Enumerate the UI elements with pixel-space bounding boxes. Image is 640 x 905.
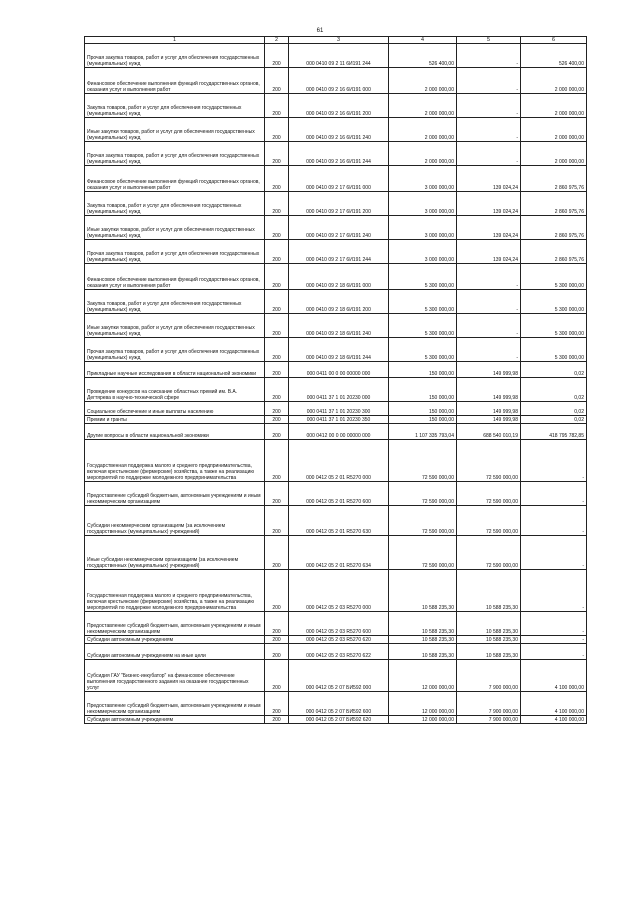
row-name-cell: Прикладные научные исследования в области национальной экономики	[85, 362, 265, 378]
row-approved-cell: 150 000,00	[389, 416, 457, 424]
row-approved-cell: 2 000 000,00	[389, 142, 457, 166]
row-remaining-cell: -	[521, 482, 587, 506]
row-remaining-cell: 0,02	[521, 362, 587, 378]
table-row	[85, 44, 587, 68]
row-code2-cell: 200	[265, 290, 289, 314]
row-name-cell: Субсидии некоммерческим организациям (за исключением государственных (муниципальных) учреждений)	[85, 506, 265, 536]
row-remaining-cell: 418 795 782,85	[521, 424, 587, 440]
row-executed-cell: -	[457, 290, 521, 314]
table-row	[85, 142, 587, 166]
row-executed-cell: -	[457, 264, 521, 290]
row-remaining-cell: 4 100 000,00	[521, 692, 587, 716]
row-executed-cell: 72 590 000,00	[457, 440, 521, 482]
row-name-cell: Предоставление субсидий бюджетным, автономным учреждениям и иным некоммерческим организациям	[85, 692, 265, 716]
row-approved-cell: 5 300 000,00	[389, 264, 457, 290]
row-executed-cell: 10 588 235,30	[457, 612, 521, 636]
row-code2-cell: 200	[265, 612, 289, 636]
header-cell: 5	[457, 37, 521, 44]
row-name-cell: Государственная поддержка малого и среднего предпринимательства, включая крестьянские (фермерские) хозяйства, а также на реализацию мероприятий по поддержке молодежного предпринимательства	[85, 440, 265, 482]
row-approved-cell: 2 000 000,00	[389, 68, 457, 94]
table-row	[85, 716, 587, 724]
row-classification-code-cell: 000 0412 05 2 03 R5270 600	[289, 612, 389, 636]
row-name-cell: Закупка товаров, работ и услуг для обеспечения государственных (муниципальных) нужд	[85, 192, 265, 216]
table-row	[85, 290, 587, 314]
row-code2-cell: 200	[265, 338, 289, 362]
row-executed-cell: 139 024,24	[457, 166, 521, 192]
table-row	[85, 660, 587, 692]
row-classification-code-cell: 000 0410 09 2 18 6И191 240	[289, 314, 389, 338]
row-code2-cell: 200	[265, 440, 289, 482]
row-classification-code-cell: 000 0410 09 2 16 6И191 200	[289, 94, 389, 118]
row-remaining-cell: -	[521, 536, 587, 570]
table-row	[85, 362, 587, 378]
row-executed-cell: 149 999,98	[457, 416, 521, 424]
row-remaining-cell: 2 860 975,76	[521, 166, 587, 192]
row-remaining-cell: -	[521, 440, 587, 482]
row-classification-code-cell: 000 0410 09 2 16 6И191 000	[289, 68, 389, 94]
row-classification-code-cell: 000 0410 09 2 18 6И191 000	[289, 264, 389, 290]
row-code2-cell: 200	[265, 570, 289, 612]
row-classification-code-cell: 000 0412 05 2 03 R5270 622	[289, 644, 389, 660]
row-code2-cell: 200	[265, 44, 289, 68]
table-row	[85, 314, 587, 338]
row-executed-cell: 7 900 000,00	[457, 716, 521, 724]
budget-table	[84, 36, 587, 724]
row-approved-cell: 2 000 000,00	[389, 94, 457, 118]
row-code2-cell: 200	[265, 536, 289, 570]
table-row	[85, 440, 587, 482]
row-approved-cell: 12 000 000,00	[389, 692, 457, 716]
row-classification-code-cell: 000 0411 37 1 01 20230 000	[289, 378, 389, 402]
row-classification-code-cell: 000 0410 09 2 17 6И191 200	[289, 192, 389, 216]
table-row	[85, 240, 587, 264]
row-approved-cell: 5 300 000,00	[389, 338, 457, 362]
row-remaining-cell: 2 000 000,00	[521, 94, 587, 118]
row-remaining-cell: 5 300 000,00	[521, 314, 587, 338]
row-approved-cell: 3 000 000,00	[389, 192, 457, 216]
row-classification-code-cell: 000 0412 00 0 00 00000 000	[289, 424, 389, 440]
row-classification-code-cell: 000 0410 09 2 18 6И191 200	[289, 290, 389, 314]
table-row	[85, 338, 587, 362]
row-classification-code-cell: 000 0410 09 2 16 6И191 244	[289, 142, 389, 166]
row-code2-cell: 200	[265, 166, 289, 192]
row-name-cell: Закупка товаров, работ и услуг для обеспечения государственных (муниципальных) нужд	[85, 290, 265, 314]
row-executed-cell: -	[457, 68, 521, 94]
header-row	[85, 37, 587, 44]
header-cell: 4	[389, 37, 457, 44]
row-name-cell: Субсидии автономным учреждениям	[85, 716, 265, 724]
row-executed-cell: -	[457, 118, 521, 142]
row-executed-cell: 10 588 235,30	[457, 570, 521, 612]
row-approved-cell: 72 590 000,00	[389, 506, 457, 536]
row-name-cell: Финансовое обеспечение выполнения функций государственных органов, оказания услуг и выполнения работ	[85, 264, 265, 290]
row-approved-cell: 2 000 000,00	[389, 118, 457, 142]
table-row	[85, 612, 587, 636]
row-name-cell: Иные закупки товаров, работ и услуг для обеспечения государственных (муниципальных) нужд	[85, 216, 265, 240]
row-approved-cell: 10 588 235,30	[389, 644, 457, 660]
row-code2-cell: 200	[265, 240, 289, 264]
row-name-cell: Субсидии автономным учреждениям	[85, 636, 265, 644]
row-approved-cell: 12 000 000,00	[389, 716, 457, 724]
row-code2-cell: 200	[265, 506, 289, 536]
row-approved-cell: 72 590 000,00	[389, 440, 457, 482]
row-classification-code-cell: 000 0412 05 2 03 R5270 620	[289, 636, 389, 644]
row-executed-cell: 72 590 000,00	[457, 506, 521, 536]
row-name-cell: Иные закупки товаров, работ и услуг для обеспечения государственных (муниципальных) нужд	[85, 314, 265, 338]
table-row	[85, 118, 587, 142]
row-remaining-cell: 2 000 000,00	[521, 68, 587, 94]
header-cell: 3	[289, 37, 389, 44]
row-approved-cell: 72 590 000,00	[389, 482, 457, 506]
row-executed-cell: -	[457, 44, 521, 68]
row-name-cell: Прочая закупка товаров, работ и услуг для обеспечения государственных (муниципальных) нужд	[85, 338, 265, 362]
row-remaining-cell: 2 000 000,00	[521, 118, 587, 142]
row-code2-cell: 200	[265, 118, 289, 142]
row-name-cell: Субсидия ГАУ "Бизнес-инкубатор" на финансовое обеспечение выполнения государственного задания на оказание государственных услуг	[85, 660, 265, 692]
row-name-cell: Финансовое обеспечение выполнения функций государственных органов, оказания услуг и выполнения работ	[85, 68, 265, 94]
row-classification-code-cell: 000 0411 37 1 01 20230 300	[289, 402, 389, 416]
row-remaining-cell: -	[521, 570, 587, 612]
table-row	[85, 402, 587, 416]
row-remaining-cell: 0,02	[521, 378, 587, 402]
table-row	[85, 636, 587, 644]
row-remaining-cell: 526 400,00	[521, 44, 587, 68]
row-name-cell: Государственная поддержка малого и среднего предпринимательства, включая крестьянские (фермерские) хозяйства, а также на реализацию мероприятий по поддержке молодежного предпринимательства	[85, 570, 265, 612]
row-approved-cell: 10 588 235,30	[389, 570, 457, 612]
table-row	[85, 166, 587, 192]
row-executed-cell: 72 590 000,00	[457, 536, 521, 570]
header-cell: 2	[265, 37, 289, 44]
row-name-cell: Прочая закупка товаров, работ и услуг для обеспечения государственных (муниципальных) нужд	[85, 142, 265, 166]
row-name-cell: Субсидии автономным учреждениям на иные цели	[85, 644, 265, 660]
row-remaining-cell: 5 300 000,00	[521, 338, 587, 362]
header-cell: 1	[85, 37, 265, 44]
table-row	[85, 68, 587, 94]
row-classification-code-cell: 000 0410 09 2 17 6И191 240	[289, 216, 389, 240]
row-name-cell: Прочая закупка товаров, работ и услуг для обеспечения государственных (муниципальных) нужд	[85, 44, 265, 68]
row-name-cell: Проведение конкурсов на соискание областных премий им. В.А. Дегтярева в научно-технической сфере	[85, 378, 265, 402]
row-name-cell: Премии и гранты	[85, 416, 265, 424]
row-executed-cell: -	[457, 338, 521, 362]
row-name-cell: Закупка товаров, работ и услуг для обеспечения государственных (муниципальных) нужд	[85, 94, 265, 118]
row-code2-cell: 200	[265, 192, 289, 216]
row-executed-cell: 139 024,24	[457, 192, 521, 216]
row-approved-cell: 12 000 000,00	[389, 660, 457, 692]
row-name-cell: Социальное обеспечение и иные выплаты населению	[85, 402, 265, 416]
row-code2-cell: 200	[265, 402, 289, 416]
row-remaining-cell: 5 300 000,00	[521, 290, 587, 314]
row-code2-cell: 200	[265, 424, 289, 440]
table-row	[85, 216, 587, 240]
row-classification-code-cell: 000 0412 05 2 01 R5270 634	[289, 536, 389, 570]
row-approved-cell: 10 588 235,30	[389, 612, 457, 636]
row-remaining-cell: 0,02	[521, 416, 587, 424]
row-name-cell: Предоставление субсидий бюджетным, автономным учреждениям и иным некоммерческим организациям	[85, 482, 265, 506]
row-name-cell: Другие вопросы в области национальной экономики	[85, 424, 265, 440]
table-row	[85, 424, 587, 440]
row-executed-cell: -	[457, 94, 521, 118]
row-code2-cell: 200	[265, 692, 289, 716]
row-remaining-cell: 2 860 975,76	[521, 216, 587, 240]
row-code2-cell: 200	[265, 314, 289, 338]
row-classification-code-cell: 000 0410 09 2 17 6И191 244	[289, 240, 389, 264]
row-remaining-cell: 2 860 975,76	[521, 192, 587, 216]
row-executed-cell: 10 588 235,30	[457, 644, 521, 660]
row-code2-cell: 200	[265, 264, 289, 290]
row-remaining-cell: 4 100 000,00	[521, 716, 587, 724]
row-name-cell: Финансовое обеспечение выполнения функций государственных органов, оказания услуг и выполнения работ	[85, 166, 265, 192]
row-classification-code-cell: 000 0412 05 2 07 БИ592 600	[289, 692, 389, 716]
row-code2-cell: 200	[265, 644, 289, 660]
row-executed-cell: 688 540 010,19	[457, 424, 521, 440]
table-row	[85, 570, 587, 612]
row-classification-code-cell: 000 0410 09 2 11 6И191 244	[289, 44, 389, 68]
row-name-cell: Предоставление субсидий бюджетным, автономным учреждениям и иным некоммерческим организациям	[85, 612, 265, 636]
row-approved-cell: 526 400,00	[389, 44, 457, 68]
row-code2-cell: 200	[265, 68, 289, 94]
row-name-cell: Иные закупки товаров, работ и услуг для обеспечения государственных (муниципальных) нужд	[85, 118, 265, 142]
row-code2-cell: 200	[265, 94, 289, 118]
row-remaining-cell: -	[521, 636, 587, 644]
row-classification-code-cell: 000 0412 05 2 01 R5270 630	[289, 506, 389, 536]
row-classification-code-cell: 000 0412 05 2 03 R5270 000	[289, 570, 389, 612]
row-executed-cell: -	[457, 314, 521, 338]
header-cell: 6	[521, 37, 587, 44]
row-approved-cell: 150 000,00	[389, 362, 457, 378]
table-row	[85, 192, 587, 216]
table-row	[85, 506, 587, 536]
row-code2-cell: 200	[265, 216, 289, 240]
row-approved-cell: 5 300 000,00	[389, 290, 457, 314]
row-approved-cell: 5 300 000,00	[389, 314, 457, 338]
row-remaining-cell: 4 100 000,00	[521, 660, 587, 692]
row-executed-cell: 149 999,98	[457, 378, 521, 402]
row-executed-cell: 139 024,24	[457, 216, 521, 240]
row-approved-cell: 72 590 000,00	[389, 536, 457, 570]
row-executed-cell: 149 999,98	[457, 402, 521, 416]
row-classification-code-cell: 000 0412 05 2 07 БИ592 000	[289, 660, 389, 692]
row-classification-code-cell: 000 0410 09 2 17 6И191 000	[289, 166, 389, 192]
row-executed-cell: 72 590 000,00	[457, 482, 521, 506]
row-remaining-cell: 2 000 000,00	[521, 142, 587, 166]
row-classification-code-cell: 000 0411 00 0 00 00000 000	[289, 362, 389, 378]
table-row	[85, 264, 587, 290]
row-approved-cell: 3 000 000,00	[389, 216, 457, 240]
row-name-cell: Прочая закупка товаров, работ и услуг для обеспечения государственных (муниципальных) нужд	[85, 240, 265, 264]
row-code2-cell: 200	[265, 142, 289, 166]
table-row	[85, 692, 587, 716]
table-row	[85, 94, 587, 118]
row-executed-cell: 7 900 000,00	[457, 692, 521, 716]
row-executed-cell: 139 024,24	[457, 240, 521, 264]
table-row	[85, 536, 587, 570]
row-remaining-cell: 0,02	[521, 402, 587, 416]
row-approved-cell: 3 000 000,00	[389, 166, 457, 192]
row-executed-cell: 149 999,98	[457, 362, 521, 378]
row-classification-code-cell: 000 0412 05 2 01 R5270 600	[289, 482, 389, 506]
row-classification-code-cell: 000 0412 05 2 07 БИ592 620	[289, 716, 389, 724]
row-approved-cell: 1 107 335 793,04	[389, 424, 457, 440]
row-code2-cell: 200	[265, 378, 289, 402]
row-code2-cell: 200	[265, 362, 289, 378]
row-code2-cell: 200	[265, 636, 289, 644]
page-number: 61	[316, 28, 324, 34]
row-remaining-cell: -	[521, 506, 587, 536]
row-executed-cell: 7 900 000,00	[457, 660, 521, 692]
row-classification-code-cell: 000 0410 09 2 16 6И191 240	[289, 118, 389, 142]
row-classification-code-cell: 000 0412 05 2 01 R5270 000	[289, 440, 389, 482]
row-code2-cell: 200	[265, 416, 289, 424]
row-code2-cell: 200	[265, 482, 289, 506]
row-executed-cell: 10 588 235,30	[457, 636, 521, 644]
table-row	[85, 378, 587, 402]
table-row	[85, 644, 587, 660]
row-remaining-cell: -	[521, 644, 587, 660]
row-name-cell: Иные субсидии некоммерческим организациям (за исключением государственных (муниципальных) учреждений)	[85, 536, 265, 570]
row-classification-code-cell: 000 0411 37 1 01 20230 350	[289, 416, 389, 424]
table-row	[85, 482, 587, 506]
row-approved-cell: 150 000,00	[389, 378, 457, 402]
row-remaining-cell: 2 860 975,76	[521, 240, 587, 264]
row-classification-code-cell: 000 0410 09 2 18 6И191 244	[289, 338, 389, 362]
row-executed-cell: -	[457, 142, 521, 166]
row-approved-cell: 150 000,00	[389, 402, 457, 416]
row-remaining-cell: 5 300 000,00	[521, 264, 587, 290]
row-approved-cell: 10 588 235,30	[389, 636, 457, 644]
row-approved-cell: 3 000 000,00	[389, 240, 457, 264]
table-row	[85, 416, 587, 424]
row-code2-cell: 200	[265, 660, 289, 692]
row-remaining-cell: -	[521, 612, 587, 636]
row-code2-cell: 200	[265, 716, 289, 724]
